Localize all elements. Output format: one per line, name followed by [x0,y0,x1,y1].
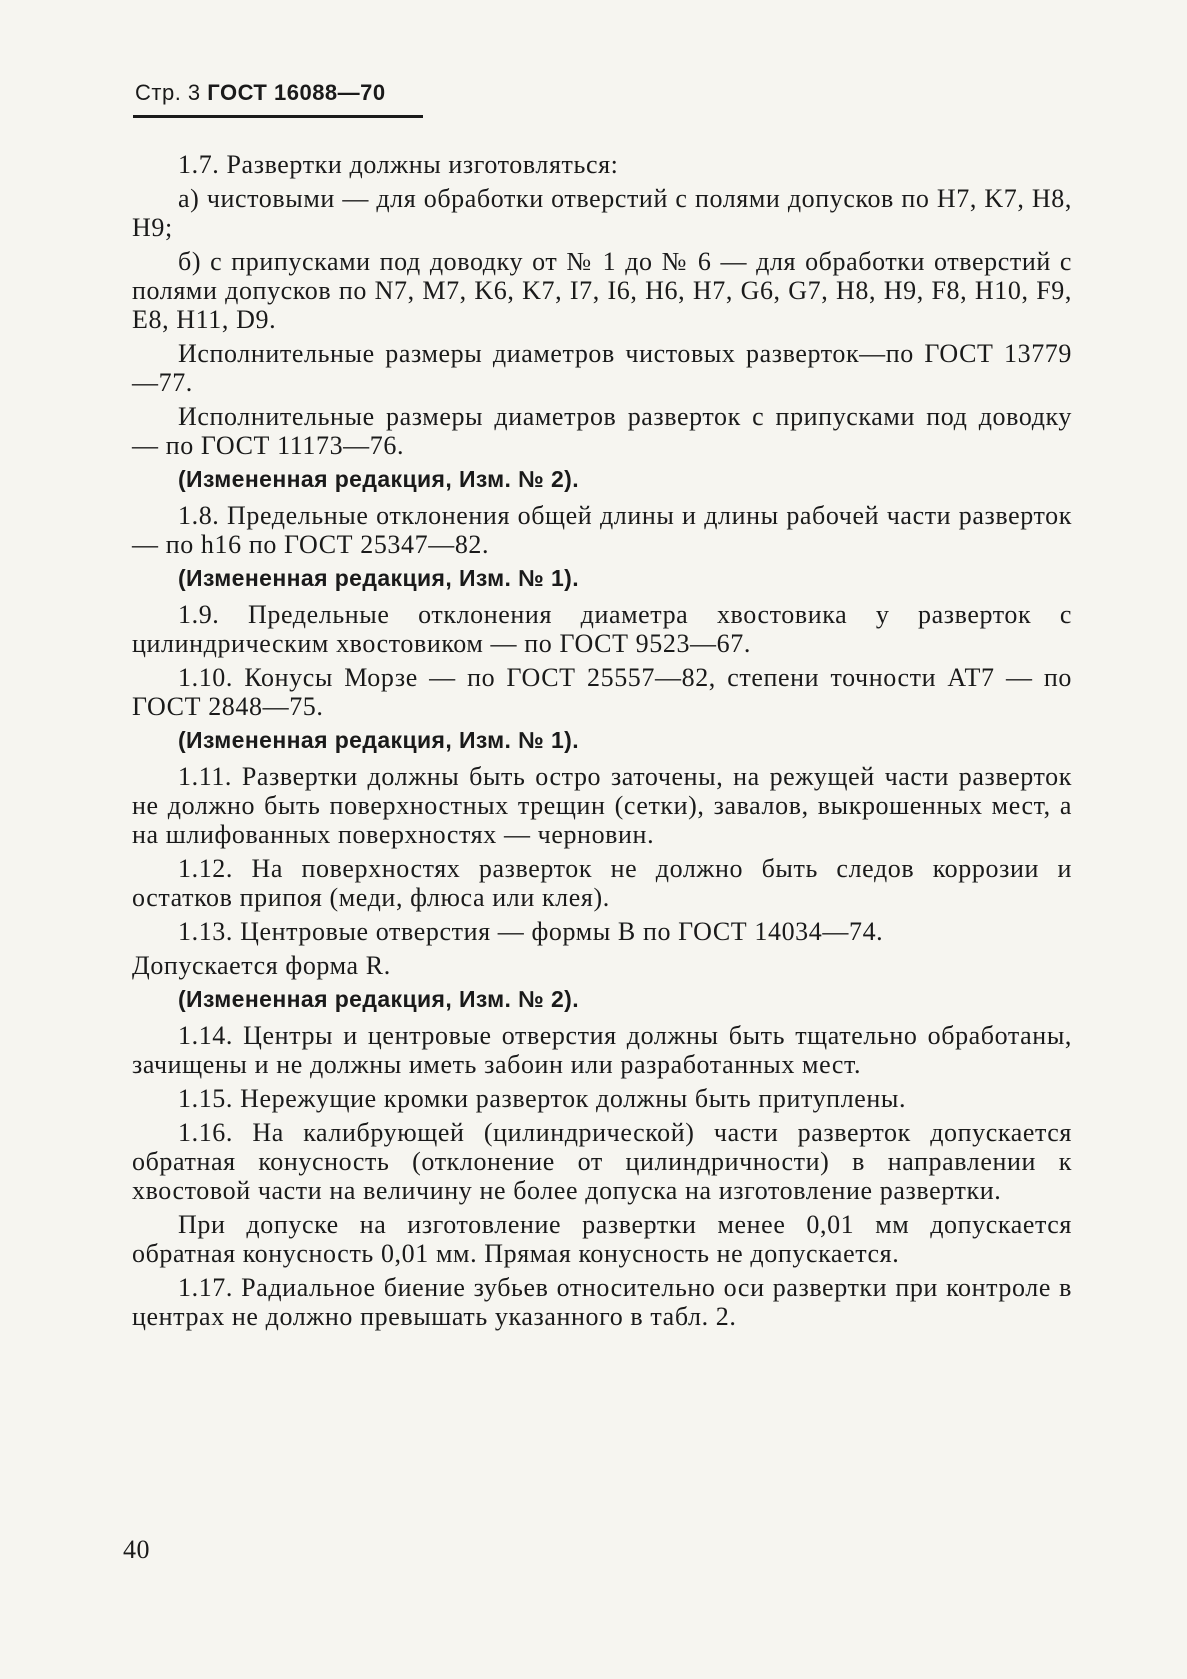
paragraph-allowance-sizes: Исполнительные размеры диаметров разверток с припусками под доводку — по ГОСТ 11173—76. [132,402,1072,460]
revision-note: (Измененная редакция, Изм. № 1). [178,565,580,591]
paragraph-1-7-b: б) с припусками под доводку от № 1 до № 6 — для обработки отверстий с полями допусков по N7, M7, K6, K7, I7, I6, H6, H7, G6, G7, H8, H9, F8, H10, F9, E8, H11, D9. [132,247,1072,334]
standard-code: ГОСТ 16088—70 [207,80,386,105]
paragraph-1-9: 1.9. Предельные отклонения диаметра хвостовика у разверток с цилиндрическим хвостовиком — по ГОСТ 9523—67. [132,600,1072,658]
revision-note: (Измененная редакция, Изм. № 2). [178,986,580,1012]
paragraph-1-17: 1.17. Радиальное биение зубьев относительно оси развертки при контроле в центрах не должно превышать указанного в табл. 2. [132,1273,1072,1331]
running-header [135,80,386,106]
revision-note: (Измененная редакция, Изм. № 1). [178,727,580,753]
paragraph-1-15: 1.15. Нережущие кромки разверток должны быть притуплены. [178,1084,907,1113]
paragraph-1-7-a: а) чистовыми — для обработки отверстий с полями допусков по H7, K7, H8, H9; [132,184,1072,242]
paragraph-1-7: 1.7. Развертки должны изготовляться: [178,150,619,179]
header-rule [133,115,423,118]
paragraph-1-12: 1.12. На поверхностях разверток не должно быть следов коррозии и остатков припоя (меди, флюса или клея). [132,854,1072,912]
paragraph-1-16-b: При допуске на изготовление развертки менее 0,01 мм допускается обратная конусность 0,01 мм. Прямая конусность не допускается. [132,1210,1072,1268]
paragraph-1-13-b: Допускается форма R. [132,951,391,980]
paragraph-1-13: 1.13. Центровые отверстия — формы В по ГОСТ 14034—74. [178,917,884,946]
revision-note: (Измененная редакция, Изм. № 2). [178,466,580,492]
paragraph-finish-sizes: Исполнительные размеры диаметров чистовых разверток—по ГОСТ 13779—77. [132,339,1072,397]
paragraph-1-8: 1.8. Предельные отклонения общей длины и длины рабочей части разверток — по h16 по ГОСТ 25347—82. [132,501,1072,559]
paragraph-1-11: 1.11. Развертки должны быть остро заточены, на режущей части разверток не должно быть поверхностных трещин (сетки), завалов, выкрошенных мест, а на шлифованных поверхностях — черновин. [132,762,1072,849]
page-number: 40 [123,1535,150,1564]
page-label: Стр. 3 [135,80,201,105]
paragraph-1-16: 1.16. На калибрующей (цилиндрической) части разверток допускается обратная конусность (отклонение от цилиндричности) в направлении к хвостовой части на величину не более допуска на изготовление развертки. [132,1118,1072,1205]
document-body [132,150,1072,1336]
paragraph-1-10: 1.10. Конусы Морзе — по ГОСТ 25557—82, степени точности АТ7 — по ГОСТ 2848—75. [132,663,1072,721]
paragraph-1-14: 1.14. Центры и центровые отверстия должны быть тщательно обработаны, зачищены и не должны иметь забоин или разработанных мест. [132,1021,1072,1079]
